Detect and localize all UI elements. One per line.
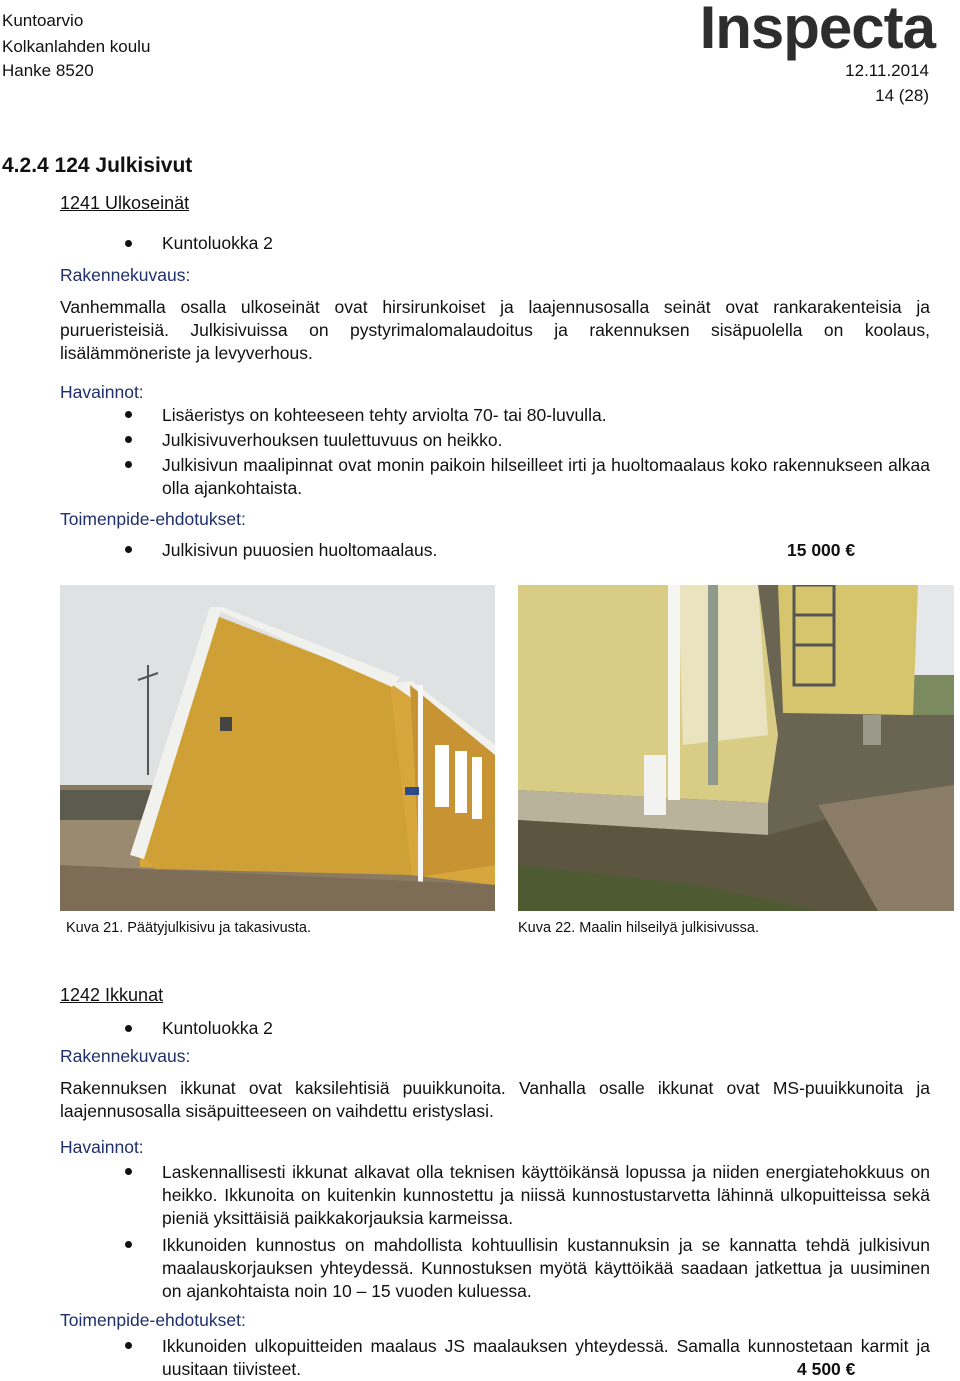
bullet-icon bbox=[125, 436, 132, 443]
walls-action-text: Julkisivun puuosien huoltomaalaus. bbox=[162, 540, 438, 560]
photo-caption: Kuva 22. Maalin hilseilyä julkisivussa. bbox=[518, 920, 759, 936]
walls-action-label: Toimenpide-ehdotukset: bbox=[60, 509, 246, 529]
bullet-icon bbox=[125, 1241, 132, 1248]
photo-gable-facade bbox=[60, 585, 495, 911]
walls-observation: Lisäeristys on kohteeseen tehty arviolta 70- tai 80-luvulla. bbox=[162, 405, 607, 425]
bullet-icon bbox=[125, 240, 132, 247]
page-number: 14 (28) bbox=[875, 86, 929, 105]
windows-heading: 1242 Ikkunat bbox=[60, 985, 164, 1005]
walls-heading: 1241 Ulkoseinät bbox=[60, 193, 190, 213]
windows-observation: Laskennallisesti ikkunat alkavat olla teknisen käyttöikänsä lopussa ja niiden energiatehokkuus on heikko. Ikkunoita on kuitenkin kunnostettu ja niissä kunnostustarvetta lähinnä ulkopuitteissa sekä pieniä yksittäisiä paikkakorjauksia karmeissa. bbox=[162, 1162, 930, 1228]
bullet-icon bbox=[125, 411, 132, 418]
bullet-icon bbox=[125, 1168, 132, 1175]
inspecta-logo: Inspecta bbox=[699, 0, 935, 61]
walls-obs-label: Havainnot: bbox=[60, 382, 144, 402]
section-title: 4.2.4 124 Julkisivut bbox=[2, 154, 193, 177]
windows-action-cost: 4 500 € bbox=[791, 1358, 855, 1381]
walls-action-cost: 15 000 € bbox=[787, 540, 856, 560]
walls-observation: Julkisivun maalipinnat ovat monin paikoin hilseilleet irti ja huoltomaalaus koko rakennukseen alkaa olla ajankohtaista. bbox=[162, 455, 930, 498]
walls-desc-label: Rakennekuvaus: bbox=[60, 265, 191, 285]
bullet-icon bbox=[125, 461, 132, 468]
windows-desc-text: Rakennuksen ikkunat ovat kaksilehtisiä puuikkunoita. Vanhalla osalle ikkunat ovat MS-puuikkunoita ja laajennusosalla sisäpuitteeseen on vaihdettu eristyslasi. bbox=[60, 1078, 930, 1121]
windows-obs-label: Havainnot: bbox=[60, 1137, 144, 1157]
walls-condition: Kuntoluokka 2 bbox=[162, 233, 273, 253]
document-type: Kuntoarvio bbox=[2, 11, 84, 30]
windows-desc-label: Rakennekuvaus: bbox=[60, 1046, 191, 1066]
document-date: 12.11.2014 bbox=[845, 61, 929, 80]
project-number: Hanke 8520 bbox=[2, 61, 94, 80]
bullet-icon bbox=[125, 1025, 132, 1032]
building-name: Kolkanlahden koulu bbox=[2, 37, 151, 56]
photo-peeling-paint bbox=[518, 585, 954, 911]
photo-caption: Kuva 21. Päätyjulkisivu ja takasivusta. bbox=[66, 920, 312, 936]
bullet-icon bbox=[125, 1342, 132, 1349]
walls-desc-text: Vanhemmalla osalla ulkoseinät ovat hirsirunkoiset ja laajennusosalla seinät ovat rankarakenteisia ja purueristeisiä. Julkisivuissa on pystyrimalomalaudoitus ja rakennuksen sisäpuolella on koolaus, lisälämmöneriste ja levyverhous. bbox=[60, 297, 930, 363]
windows-action-text: Ikkunoiden ulkopuitteiden maalaus JS maalauksen yhteydessä. Samalla kunnostetaan karmit ja uusitaan tiivisteet. bbox=[162, 1336, 930, 1379]
windows-action-label: Toimenpide-ehdotukset: bbox=[60, 1310, 246, 1330]
walls-observation: Julkisivuverhouksen tuulettuvuus on heikko. bbox=[162, 430, 503, 450]
windows-condition: Kuntoluokka 2 bbox=[162, 1018, 273, 1038]
bullet-icon bbox=[125, 546, 132, 553]
windows-observation: Ikkunoiden kunnostus on mahdollista kohtuullisin kustannuksin ja se kannatta tehdä julkisivun maalauskorjauksen yhteydessä. Kunnostuksen myötä käyttöikää saadaan jatkettua ja uusiminen on ajankohtaista noin 10 – 15 vuoden kuluessa. bbox=[162, 1235, 930, 1301]
